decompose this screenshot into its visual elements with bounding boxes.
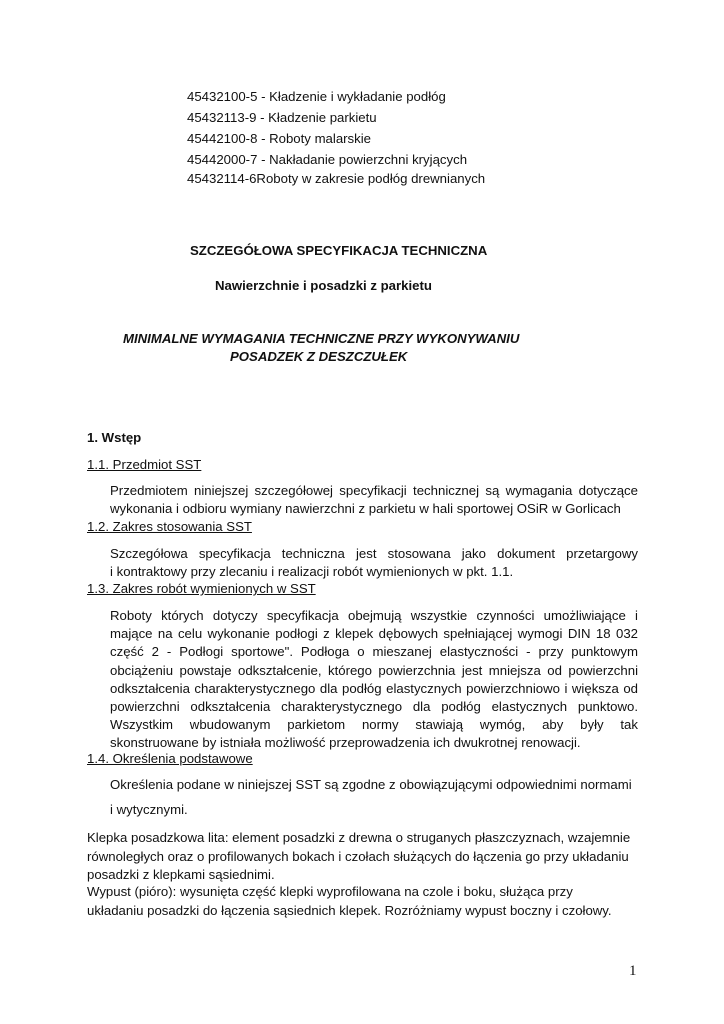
paragraph-line: powierzchni odkształcenia charakterystycznego dla podłóg elastycznych punktowo. <box>110 699 638 715</box>
requirements-heading-line1: MINIMALNE WYMAGANIA TECHNICZNE PRZY WYKONYWANIU <box>123 331 520 346</box>
subsection-heading: 1.4. Określenia podstawowe <box>87 751 253 766</box>
paragraph-line: wykonania i odbioru wymiany nawierzchni z parkietu w hali sportowej OSiR w Gorlicach <box>110 501 621 517</box>
paragraph-line: i kontraktowy przy zlecaniu i realizacji robót wymienionych w pkt. 1.1. <box>110 564 514 580</box>
cpv-code: 45432100-5 - Kładzenie i wykładanie podłóg <box>187 89 446 104</box>
subsection-heading: 1.1. Przedmiot SST <box>87 457 202 472</box>
paragraph-line: Roboty których dotyczy specyfikacja obejmują wszystkie czynności umożliwiające i <box>110 608 638 623</box>
cpv-code: 45432113-9 - Kładzenie parkietu <box>187 110 377 125</box>
paragraph-line: część 2 - Podłogi sportowe". Podłoga o mieszanej elastyczności - przy punktowym <box>110 644 638 660</box>
requirements-heading-line2: POSADZEK Z DESZCZUŁEK <box>230 349 408 364</box>
paragraph-line: Przedmiotem niniejszej szczegółowej specyfikacji technicznej są wymagania dotyczące <box>110 483 638 498</box>
paragraph-line: Szczegółowa specyfikacja techniczna jest stosowana jako dokument przetargowy <box>110 546 638 561</box>
definition-line: równoległych oraz o profilowanych bokach i czołach służących do łączenia go przy układaniu <box>87 849 629 864</box>
definition-line: Klepka posadzkowa lita: element posadzki z drewna o struganych płaszczyznach, wzajemnie <box>87 830 631 845</box>
paragraph-line: skonstruowane by istniała możliwość przeprowadzenia ich dwukrotnej renowacji. <box>110 735 581 751</box>
paragraph-line: i wytycznymi. <box>110 802 188 817</box>
definition-line: posadzki z klepkami sąsiednimi. <box>87 867 275 882</box>
paragraph-line: mające na celu wykonanie podłogi z klepek dębowych spełniającej wymogi DIN 18 032 <box>110 626 638 642</box>
section-heading: 1. Wstęp <box>87 430 142 445</box>
document-title: SZCZEGÓŁOWA SPECYFIKACJA TECHNICZNA <box>190 243 488 258</box>
subsection-heading: 1.2. Zakres stosowania SST <box>87 519 252 534</box>
paragraph <box>110 482 638 518</box>
cpv-code: 45442100-8 - Roboty malarskie <box>187 131 371 146</box>
subsection-heading: 1.3. Zakres robót wymienionych w SST <box>87 581 316 596</box>
cpv-code: 45432114-6Roboty w zakresie podłóg drewnianych <box>187 171 486 186</box>
cpv-code: 45442000-7 - Nakładanie powierzchni kryjących <box>187 152 468 167</box>
paragraph <box>110 545 638 581</box>
paragraph-line: Wszystkim wbudowanym parkietom normy stawiają wymóg, aby były tak <box>110 717 638 733</box>
definition-line: układaniu posadzki do łączenia sąsiednich klepek. Rozróżniamy wypust boczny i czołowy. <box>87 903 612 918</box>
paragraph-line: obciążeniu powstaje odkształcenie, którego powierzchnia jest mniejsza od powierzchni <box>110 662 638 678</box>
paragraph <box>110 607 638 753</box>
paragraph-line: Określenia podane w niniejszej SST są zgodne z obowiązującymi odpowiednimi normami <box>110 777 632 792</box>
paragraph-line: odkształcenia charakterystycznego dla podłóg elastycznych powierzchniowo i większa od <box>110 680 638 696</box>
document-subtitle: Nawierzchnie i posadzki z parkietu <box>215 278 432 293</box>
definition-line: Wypust (pióro): wysunięta część klepki wyprofilowana na czole i boku, służąca przy <box>87 884 573 899</box>
page-number: 1 <box>629 963 637 979</box>
